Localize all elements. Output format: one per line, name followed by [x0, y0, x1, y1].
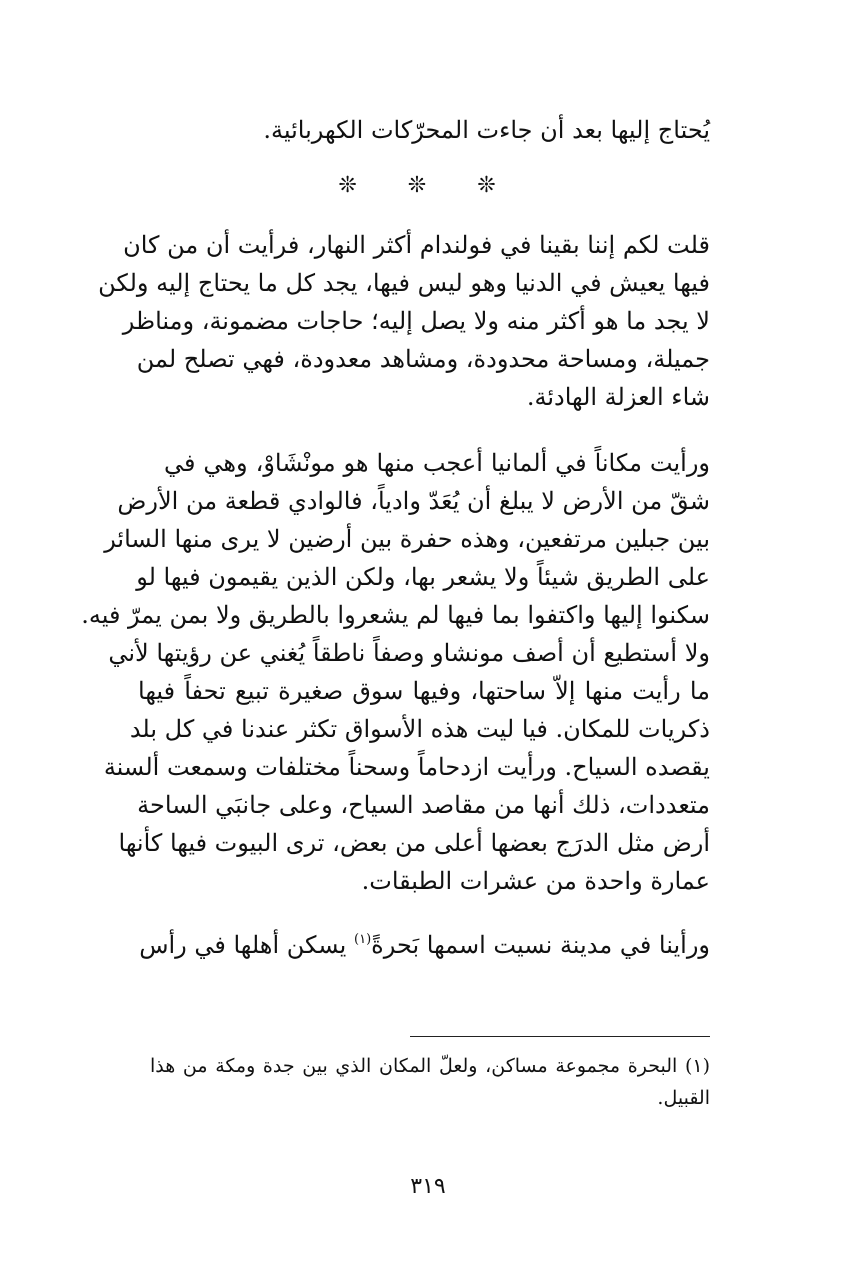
paragraph-2-line-5: سكنوا إليها واكتفوا بما فيها لم يشعروا بالطريق ولا بمن يمرّ فيه.	[81, 601, 710, 629]
paragraph-1-line-5: شاء العزلة الهادئة.	[526, 383, 710, 411]
section-separator: ❊ ❊ ❊	[338, 173, 518, 198]
paragraph-2-line-1: ورأيت مكاناً في ألمانيا أعجب منها هو مونْشَاوْ، وهي في	[164, 449, 710, 477]
footnote-line-2: القبيل.	[657, 1087, 710, 1109]
paragraph-2-line-2: شقّ من الأرض لا يبلغ أن يُعَدّ وادياً، فالوادي قطعة من الأرض	[117, 487, 710, 515]
paragraph-1-line-2: فيها يعيش في الدنيا وهو ليس فيها، يجد كل ما يحتاج إليه ولكن	[98, 269, 710, 297]
footnote-line-1: (١) البحرة مجموعة مساكن، ولعلّ المكان الذي بين جدة ومكة من هذا	[150, 1055, 710, 1077]
paragraph-1-line-3: لا يجد ما هو أكثر منه ولا يصل إليه؛ حاجات مضمونة، ومناظر	[122, 307, 710, 335]
paragraph-2-line-10: متعددات، ذلك أنها من مقاصد السياح، وعلى جانبَي الساحة	[137, 791, 710, 819]
footnote-reference[interactable]: (١)	[354, 932, 372, 947]
paragraph-1-line-1: قلت لكم إننا بقينا في فولندام أكثر النهار، فرأيت أن من كان	[123, 231, 710, 259]
paragraph-2-line-3: بين جبلين مرتفعين، وهذه حفرة بين أرضين لا يرى منها السائر	[104, 525, 710, 553]
paragraph-2-line-11: أرض مثل الدرَج بعضها أعلى من بعض، ترى البيوت فيها كأنها	[118, 829, 710, 857]
paragraph-2-line-6: ولا أستطيع أن أصف مونشاو وصفاً ناطقاً يُغني عن رؤيتها لأني	[108, 639, 710, 667]
opening-line: يُحتاج إليها بعد أن جاءت المحرّكات الكهربائية.	[263, 116, 710, 144]
paragraph-1-line-4: جميلة، ومساحة محدودة، ومشاهد معدودة، فهي تصلح لمن	[136, 345, 710, 373]
paragraph-2-line-12: عمارة واحدة من عشرات الطبقات.	[361, 867, 710, 895]
footnote-divider	[410, 1036, 710, 1037]
paragraph-3-line-1	[139, 926, 710, 964]
paragraph-3-text-after-note: يسكن أهلها في رأس	[139, 931, 354, 959]
paragraph-2-line-9: يقصده السياح. ورأيت ازدحاماً وسحناً مختلفات وسمعت ألسنة	[103, 753, 710, 781]
paragraph-2-line-7: ما رأيت منها إلاّ ساحتها، وفيها سوق صغيرة تبيع تحفاً فيها	[138, 677, 710, 705]
paragraph-2-line-8: ذكريات للمكان. فيا ليت هذه الأسواق تكثر عندنا في كل بلد	[129, 715, 710, 743]
paragraph-2-line-4: على الطريق شيئاً ولا يشعر بها، ولكن الذين يقيمون فيها لو	[136, 563, 710, 591]
paragraph-3-text-before-note: ورأينا في مدينة نسيت اسمها بَحرةً	[371, 931, 710, 959]
page-number: ٣١٩	[410, 1174, 446, 1199]
